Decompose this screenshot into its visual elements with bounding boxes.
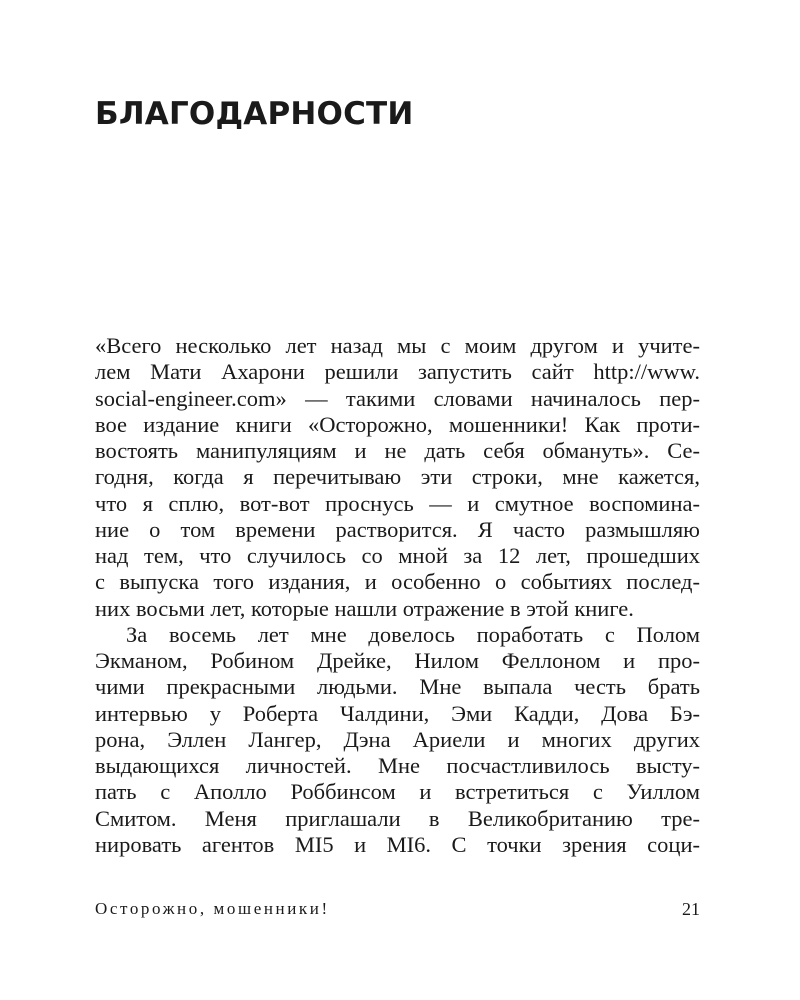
- body-text: [95, 333, 700, 858]
- text-line: выдающихся личностей. Мне посчастливилось высту-: [95, 753, 700, 778]
- text-line: годня, когда я перечитываю эти строки, мне кажется,: [95, 464, 700, 490]
- text-line: что я сплю, вот-вот проснусь — и смутное воспомина-: [95, 490, 700, 516]
- text-line: ние о том времени растворится. Я часто размышляю: [95, 516, 700, 542]
- text-line: них восьми лет, которые нашли отражение в этой книге.: [95, 595, 634, 621]
- text-line: интервью у Роберта Чалдини, Эми Кадди, Дова Бэ-: [95, 700, 700, 726]
- page-number: 21: [682, 899, 700, 919]
- running-title: Осторожно, мошенники!: [95, 899, 330, 918]
- text-line: За восемь лет мне довелось поработать с Полом: [126, 621, 700, 647]
- text-line: «Всего несколько лет назад мы с моим другом и учите-: [95, 333, 700, 358]
- text-line: пать с Аполло Роббинсом и встретиться с Уиллом: [95, 779, 700, 805]
- text-line: social-engineer.com» — такими словами начиналось пер-: [95, 385, 700, 411]
- text-line: вое издание книги «Осторожно, мошенники! Как проти-: [95, 411, 700, 437]
- text-line: рона, Эллен Лангер, Дэна Ариели и многих других: [95, 726, 700, 752]
- text-line: чими прекрасными людьми. Мне выпала честь брать: [95, 674, 700, 700]
- text-line: над тем, что случилось со мной за 12 лет, прошедших: [95, 543, 700, 568]
- text-line: Экманом, Робином Дрейке, Нилом Феллоном и про-: [95, 648, 700, 673]
- text-line: лем Мати Ахарони решили запустить сайт http://www.: [95, 359, 700, 385]
- text-line: Смитом. Меня приглашали в Великобританию тре-: [95, 805, 700, 831]
- text-line: нировать агентов MI5 и MI6. С точки зрения соци-: [95, 831, 700, 857]
- text-line: с выпуска того издания, и особенно о событиях послед-: [95, 569, 700, 595]
- chapter-title: БЛАГОДАРНОСТИ: [95, 96, 414, 132]
- text-line: востоять манипуляциям и не дать себя обмануть». Се-: [95, 438, 700, 463]
